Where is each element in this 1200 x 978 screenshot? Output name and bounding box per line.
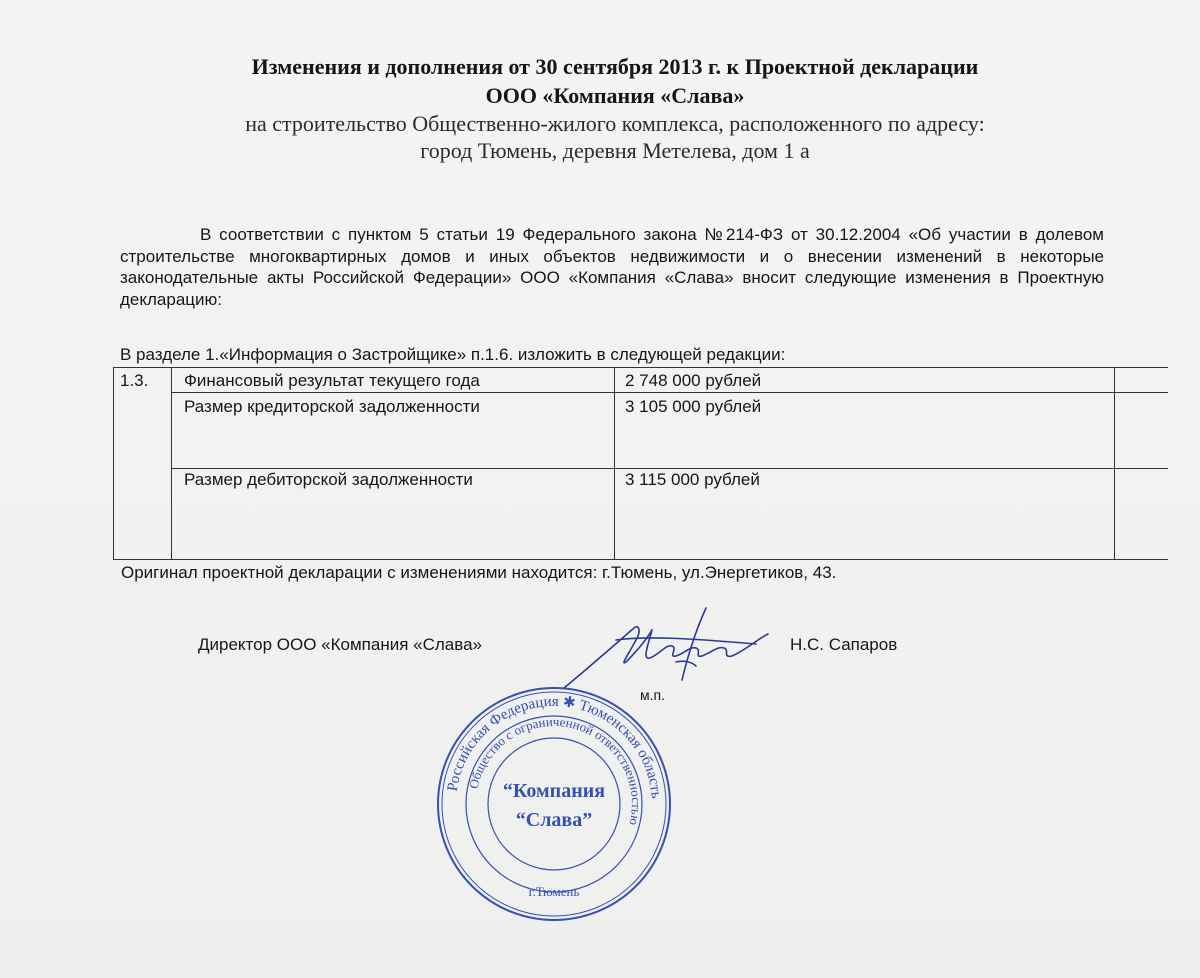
table-border-left bbox=[113, 368, 114, 559]
original-location-note: Оригинал проектной декларации с изменениями находится: г.Тюмень, ул.Энергетиков, 43. bbox=[121, 563, 837, 582]
seal-place-mark: м.п. bbox=[640, 687, 665, 703]
stamp-center-line-1: “Компания bbox=[502, 780, 606, 802]
director-title: Директор ООО «Компания «Слава» bbox=[198, 635, 482, 654]
table-row-1-label: Финансовый результат текущего года bbox=[184, 371, 480, 390]
intro-paragraph: В соответствии с пунктом 5 статьи 19 Федерального закона №214-ФЗ от 30.12.2004 «Об участии в долевом строительстве многоквартирных домов и иных объектов недвижимости и о внесении изменений в некоторые законодательные акты Российской Федерации» ООО «Компания «Слава» вносит следующие изменения в Проектную декларацию: bbox=[120, 225, 1104, 309]
table-divider-2 bbox=[614, 368, 615, 559]
table-item-number: 1.3. bbox=[120, 371, 149, 390]
title-line-4: город Тюмень, деревня Метелева, дом 1 а bbox=[420, 138, 810, 163]
stamp-inner-text: Общество с ограниченной ответственностью bbox=[465, 713, 645, 827]
title-line-3: на строительство Общественно-жилого комплекса, расположенного по адресу: bbox=[245, 111, 985, 136]
table-divider-3 bbox=[1114, 368, 1115, 559]
table-row-2-label: Размер кредиторской задолженности bbox=[184, 397, 480, 416]
document-header bbox=[100, 52, 1130, 164]
table-row-3-value: 3 115 000 рублей bbox=[625, 470, 760, 489]
table-row-3-label: Размер дебиторской задолженности bbox=[184, 470, 473, 489]
table-row-line-2 bbox=[171, 468, 1168, 469]
stamp-city: г.Тюмень bbox=[528, 884, 580, 899]
stamp-center-line-2: “Слава” bbox=[515, 809, 593, 831]
section-instruction: В разделе 1.«Информация о Застройщике» п.1.6. изложить в следующей редакции: bbox=[120, 345, 786, 364]
title-line-1: Изменения и дополнения от 30 сентября 2013 г. к Проектной декларации bbox=[251, 54, 979, 79]
table-row-line-1 bbox=[171, 392, 1168, 393]
stamp-outer-text: Российская Федерация ✱ Тюменская область bbox=[444, 693, 664, 800]
financial-table bbox=[113, 367, 1168, 560]
table-row-2-value: 3 105 000 рублей bbox=[625, 397, 762, 416]
table-divider-1 bbox=[171, 368, 172, 559]
company-stamp bbox=[434, 684, 674, 924]
director-name: Н.С. Сапаров bbox=[790, 635, 898, 654]
table-row-1-value: 2 748 000 рублей bbox=[625, 371, 762, 390]
title-line-2: ООО «Компания «Слава» bbox=[485, 83, 745, 108]
